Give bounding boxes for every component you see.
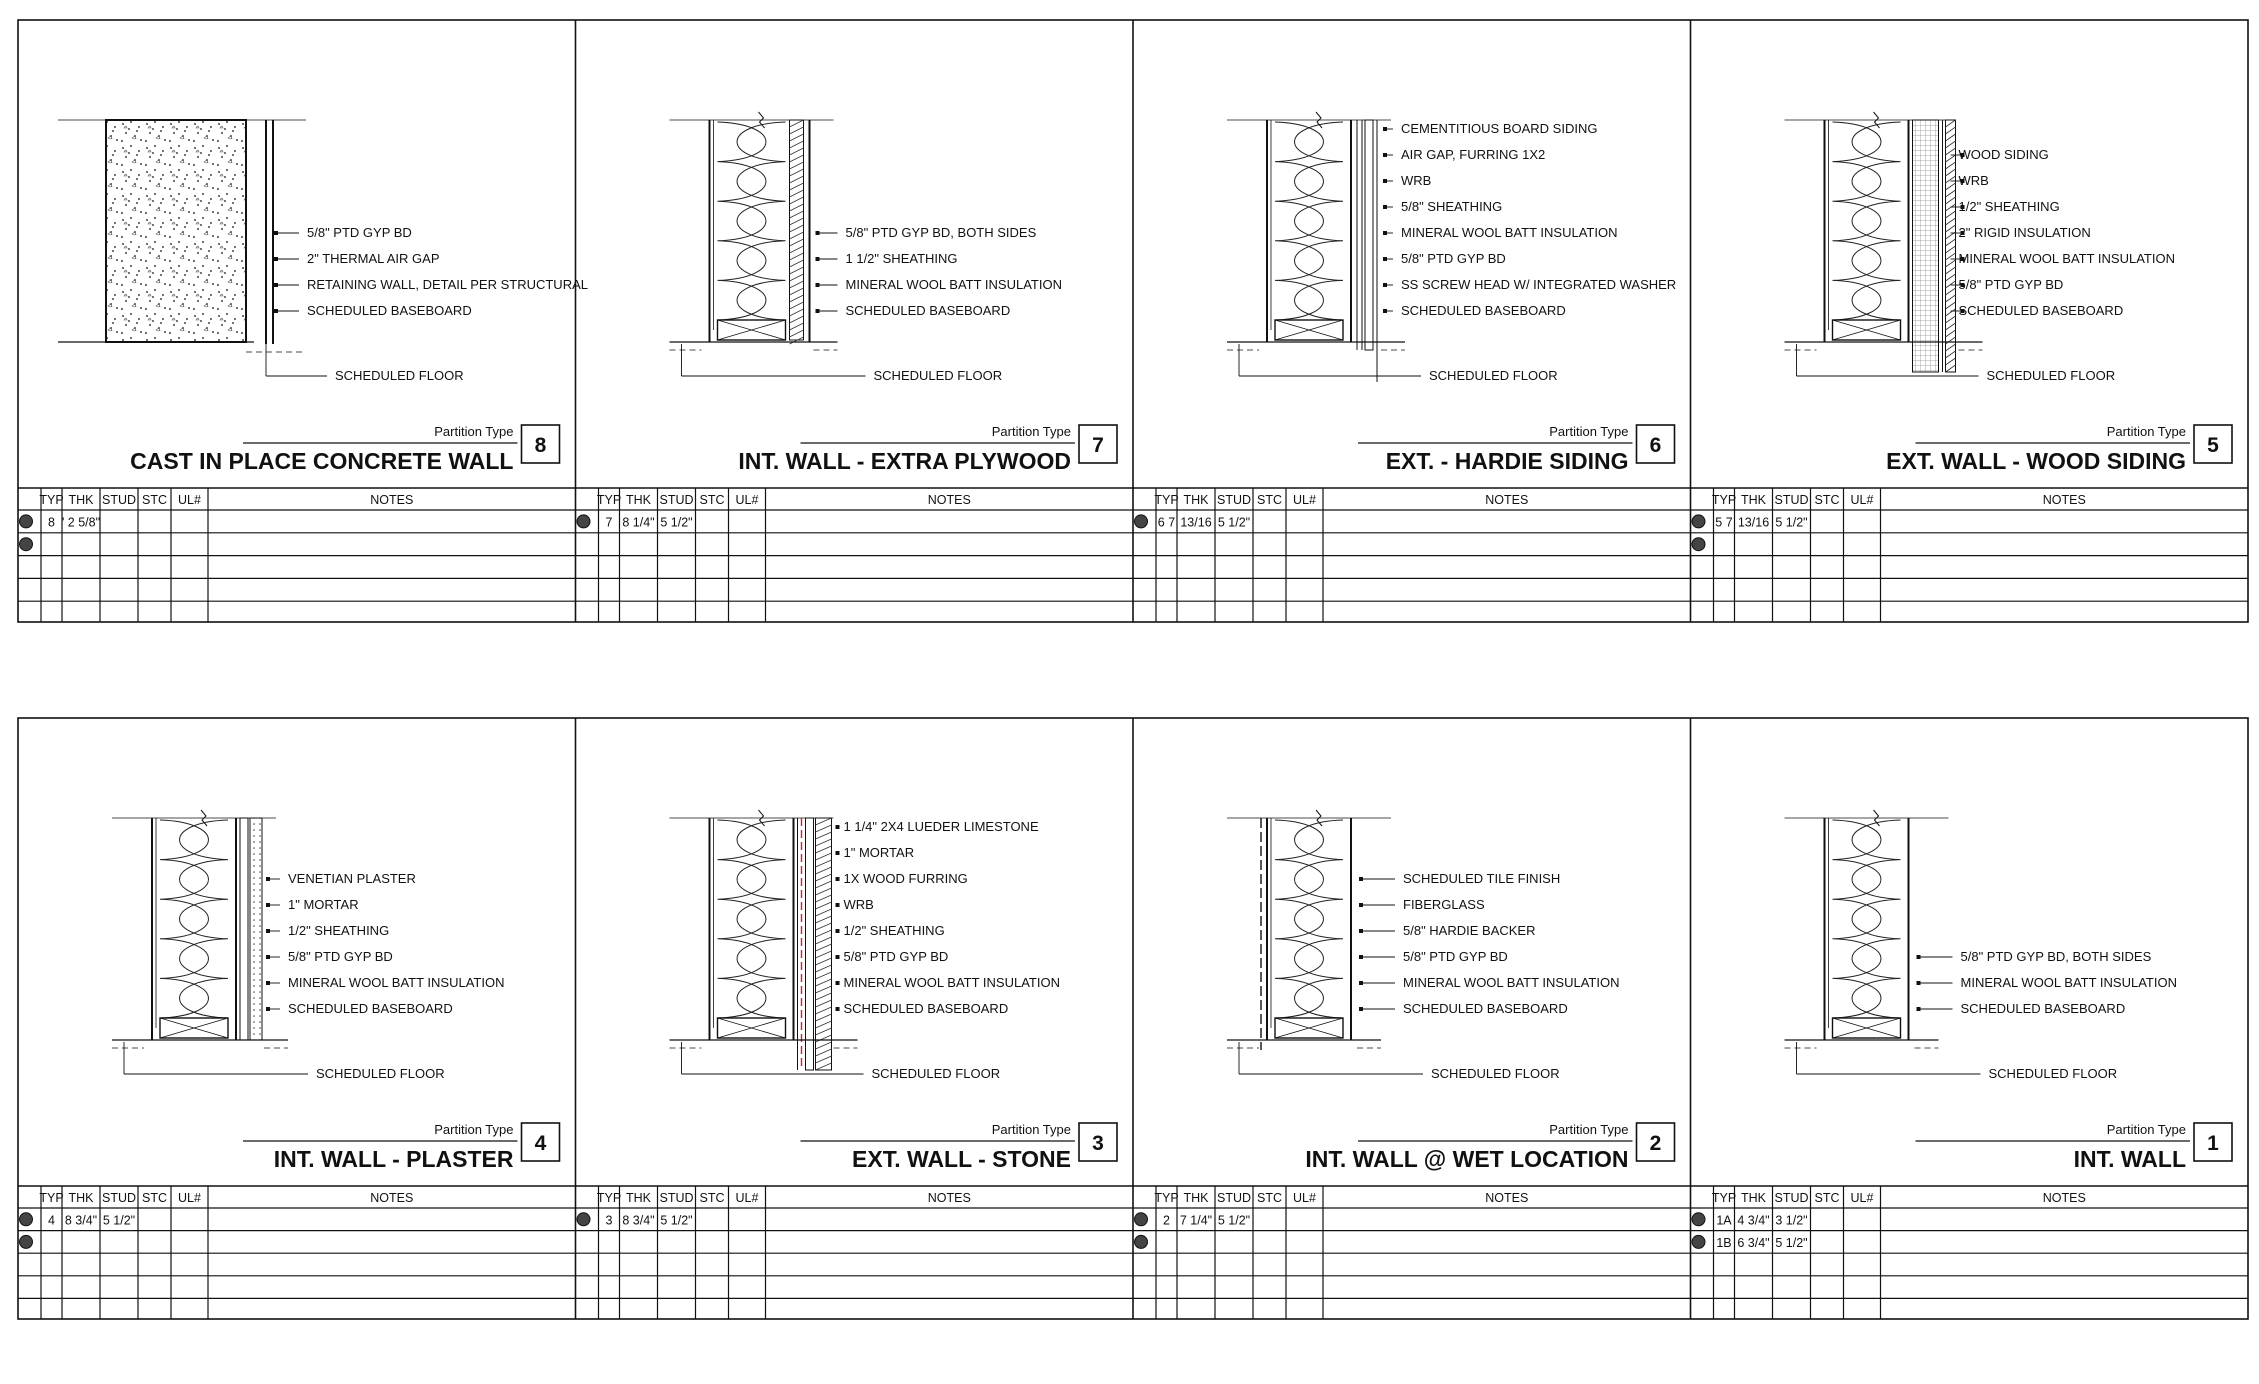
table-cell: 4 (48, 1213, 55, 1228)
leader-tick (1359, 981, 1363, 985)
callout-label: 1" MORTAR (843, 845, 915, 860)
row-bullet (1692, 1213, 1705, 1226)
partition-number: 7 (1092, 434, 1104, 457)
table-header-cell: STC (1257, 493, 1282, 507)
rigid-insulation (1913, 120, 1939, 372)
table-cell: 6 7 (1157, 515, 1176, 530)
mortar (250, 818, 262, 1040)
panel-title: EXT. WALL - STONE (852, 1146, 1071, 1172)
callout-label: WRB (1958, 173, 1989, 188)
table-cell: 5 1/2" (102, 1213, 136, 1228)
leader-tick (836, 981, 840, 985)
leader-tick (1917, 981, 1921, 985)
table-cell: 5 1/2" (1775, 1235, 1808, 1250)
floor-label: SCHEDULED FLOOR (1431, 1066, 1560, 1081)
panel-title: EXT. WALL - WOOD SIDING (1886, 448, 2186, 474)
wood-furring (806, 818, 814, 1070)
table-header-cell: NOTES (927, 1191, 971, 1205)
partition-type-label: Partition Type (991, 424, 1071, 439)
table-header-cell: STC (1257, 1191, 1282, 1205)
leader-tick (266, 955, 270, 959)
batt-insulation (1275, 122, 1343, 320)
table-header-cell: NOTES (370, 1191, 414, 1205)
partition-panel-8 (18, 120, 588, 622)
row-bullet (1692, 538, 1705, 551)
leader-tick (1359, 1007, 1363, 1011)
table-header-cell: THK (1183, 1191, 1209, 1205)
table-cell: 8 3/4" (622, 1213, 655, 1228)
floor-label: SCHEDULED FLOOR (316, 1066, 445, 1081)
table-header-cell: NOTES (370, 493, 414, 507)
leader-tick (274, 309, 278, 313)
table-header-cell: STUD (1774, 493, 1809, 507)
row-bullet (577, 1213, 590, 1226)
partition-panel-2 (1133, 718, 1691, 1319)
leader-tick (816, 257, 820, 261)
floor-label: SCHEDULED FLOOR (873, 368, 1003, 383)
table-header-cell: TYP (596, 493, 622, 507)
table-header-cell: UL# (1293, 1191, 1316, 1205)
table-header-cell: TYP (1154, 493, 1179, 507)
leader-tick (1359, 929, 1363, 933)
callout-label: 5/8" SHEATHING (1401, 199, 1503, 214)
batt-insulation (1833, 820, 1901, 1018)
partition-panel-5 (1691, 20, 2249, 622)
floor-label: SCHEDULED FLOOR (871, 1066, 1001, 1081)
partition-number: 2 (1649, 1132, 1662, 1155)
wood-siding (1946, 120, 1956, 372)
panel-title: INT. WALL - PLASTER (273, 1146, 514, 1172)
leader-tick (1383, 127, 1387, 131)
table-header-cell: THK (68, 1191, 94, 1205)
table-header-cell: UL# (1850, 1191, 1874, 1205)
table-header-cell: STC (699, 1191, 725, 1205)
table-cell: 5 1/2" (1775, 515, 1808, 530)
table-header-cell: THK (626, 493, 651, 507)
leader-tick (1359, 903, 1363, 907)
table-cell: 5 7 (1715, 515, 1733, 530)
table-cell: 1B (1716, 1235, 1732, 1250)
partition-type-label: Partition Type (2106, 1122, 2186, 1137)
callout-label: MINERAL WOOL BATT INSULATION (843, 975, 1060, 990)
table-header-cell: THK (1741, 1191, 1766, 1205)
leader-tick (836, 903, 840, 907)
floor-label: SCHEDULED FLOOR (335, 368, 464, 383)
table-header-cell: STC (142, 493, 167, 507)
callout-label: 5/8" PTD GYP BD (843, 949, 949, 964)
table-cell: 4 3/4" (1737, 1213, 1770, 1228)
material-hatch (790, 120, 804, 344)
partition-panel-4 (18, 810, 576, 1319)
leader-tick (266, 903, 270, 907)
table-cell: 3 1/2" (1775, 1213, 1808, 1228)
table-header-cell: NOTES (1485, 493, 1529, 507)
callout-label: 1" MORTAR (288, 897, 359, 912)
table-header-cell: STC (142, 1191, 167, 1205)
callout-label: VENETIAN PLASTER (288, 871, 416, 886)
table-header-cell: NOTES (1485, 1191, 1529, 1205)
callout-label: RETAINING WALL, DETAIL PER STRUCTURAL (307, 277, 588, 292)
floor-label: SCHEDULED FLOOR (1429, 368, 1558, 383)
panel-title: INT. WALL (2073, 1146, 2186, 1172)
table-cell: 1A (1716, 1213, 1732, 1228)
callout-label: SCHEDULED BASEBOARD (1960, 1001, 2126, 1016)
table-cell: 7 1/4" (1179, 1213, 1213, 1228)
table-cell: 7 (605, 515, 613, 530)
callout-label: 1X WOOD FURRING (843, 871, 968, 886)
leader-tick (836, 929, 840, 933)
table-cell: 13/16 (1180, 515, 1212, 530)
partition-number: 4 (534, 1132, 547, 1155)
table-header-cell: TYP (1711, 493, 1737, 507)
callout-label: SCHEDULED BASEBOARD (1401, 303, 1566, 318)
partition-type-label: Partition Type (1549, 424, 1629, 439)
limestone (816, 818, 832, 1070)
row-bullet (20, 515, 33, 528)
callout-label: FIBERGLASS (1403, 897, 1485, 912)
table-header-cell: UL# (735, 493, 759, 507)
row-bullet (1135, 515, 1148, 528)
table-header-cell: STUD (659, 1191, 694, 1205)
leader-tick (816, 309, 820, 313)
leader-tick (1383, 231, 1387, 235)
callout-label: 5/8" PTD GYP BD (1401, 251, 1506, 266)
batt-insulation (718, 122, 786, 320)
leader-tick (266, 929, 270, 933)
callout-label: WRB (1401, 173, 1432, 188)
floor-label: SCHEDULED FLOOR (1988, 1066, 2118, 1081)
table-cell: 5 1/2" (660, 515, 693, 530)
table-header-cell: STUD (1774, 1191, 1809, 1205)
callout-label: 5/8" PTD GYP BD (1403, 949, 1508, 964)
table-cell: 3 (605, 1213, 613, 1228)
leader-tick (274, 231, 278, 235)
leader-tick (266, 981, 270, 985)
table-header-cell: UL# (178, 493, 201, 507)
partition-number: 6 (1649, 434, 1662, 457)
table-cell: 5 1/2" (1217, 1213, 1251, 1228)
plywood-sheathing (790, 120, 804, 340)
partition-panel-1 (1691, 718, 2249, 1319)
partition-panel-7 (576, 20, 1134, 622)
panel-title: CAST IN PLACE CONCRETE WALL (130, 448, 514, 474)
table-header-cell: THK (1741, 493, 1766, 507)
table-header-cell: TYP (596, 1191, 622, 1205)
table-cell: ' 2 5/8" (61, 515, 101, 530)
callout-label: CEMENTITIOUS BOARD SIDING (1401, 121, 1598, 136)
panel-title: EXT. - HARDIE SIDING (1385, 448, 1629, 474)
leader-tick (836, 1007, 840, 1011)
callout-label: MINERAL WOOL BATT INSULATION (1958, 251, 2175, 266)
partition-type-label: Partition Type (991, 1122, 1071, 1137)
table-cell: 2 (1163, 1213, 1170, 1228)
table-header-cell: UL# (1293, 493, 1316, 507)
callout-label: SCHEDULED TILE FINISH (1403, 871, 1561, 886)
callout-label: 1 1/2" SHEATHING (845, 251, 958, 266)
callout-label: 1 1/4" 2X4 LUEDER LIMESTONE (843, 819, 1039, 834)
leader-tick (266, 877, 270, 881)
callout-label: SCHEDULED BASEBOARD (307, 303, 472, 318)
callout-label: MINERAL WOOL BATT INSULATION (1401, 225, 1618, 240)
leader-tick (1383, 205, 1387, 209)
table-header-cell: STUD (659, 493, 694, 507)
table-header-cell: TYP (39, 1191, 64, 1205)
callout-label: MINERAL WOOL BATT INSULATION (1403, 975, 1620, 990)
table-cell: 13/16 (1737, 515, 1770, 530)
leader-tick (274, 283, 278, 287)
leader-tick (1359, 955, 1363, 959)
partition-type-label: Partition Type (1549, 1122, 1629, 1137)
partition-type-label: Partition Type (434, 424, 514, 439)
panel-title: INT. WALL - EXTRA PLYWOOD (738, 448, 1071, 474)
row-bullet (1135, 1213, 1148, 1226)
batt-insulation (1833, 122, 1901, 320)
row-bullet (1135, 1235, 1148, 1248)
leader-tick (1917, 1007, 1921, 1011)
table-header-cell: STUD (101, 493, 137, 507)
table-cell: 8 3/4" (64, 1213, 98, 1228)
material-hatch (1946, 120, 1956, 372)
table-header-cell: UL# (1850, 493, 1874, 507)
table-header-cell: STC (699, 493, 725, 507)
row-bullet (20, 1235, 33, 1248)
callout-label: 2" RIGID INSULATION (1958, 225, 2091, 240)
table-header-cell: STUD (1216, 493, 1252, 507)
furring (1365, 120, 1373, 350)
table-cell: 6 3/4" (1737, 1235, 1770, 1250)
leader-tick (274, 257, 278, 261)
callout-label: SCHEDULED BASEBOARD (1958, 303, 2124, 318)
callout-label: SS SCREW HEAD W/ INTEGRATED WASHER (1401, 277, 1677, 292)
leader-tick (836, 955, 840, 959)
partition-type-label: Partition Type (434, 1122, 514, 1137)
callout-label: SCHEDULED BASEBOARD (1403, 1001, 1568, 1016)
row-bullet (1692, 1235, 1705, 1248)
callout-label: 5/8" PTD GYP BD, BOTH SIDES (845, 225, 1037, 240)
callout-label: 5/8" PTD GYP BD (307, 225, 412, 240)
table-header-cell: STUD (1216, 1191, 1252, 1205)
callout-label: 1/2" SHEATHING (843, 923, 945, 938)
leader-tick (1359, 877, 1363, 881)
table-header-cell: STUD (101, 1191, 137, 1205)
partition-number: 5 (2207, 434, 2219, 457)
row-bullet (20, 538, 33, 551)
batt-insulation (1275, 820, 1343, 1018)
floor-label: SCHEDULED FLOOR (1986, 368, 2116, 383)
table-header-cell: THK (68, 493, 94, 507)
leader-tick (1917, 955, 1921, 959)
panel-title: INT. WALL @ WET LOCATION (1305, 1146, 1629, 1172)
table-cell: 8 (48, 515, 55, 530)
callout-label: SCHEDULED BASEBOARD (845, 303, 1011, 318)
leader-tick (1383, 179, 1387, 183)
partition-number: 1 (2207, 1132, 2219, 1155)
callout-label: 1/2" SHEATHING (288, 923, 390, 938)
table-header-cell: THK (626, 1191, 651, 1205)
callout-label: SCHEDULED BASEBOARD (288, 1001, 453, 1016)
callout-label: SCHEDULED BASEBOARD (843, 1001, 1009, 1016)
leader-tick (266, 1007, 270, 1011)
batt-insulation (718, 820, 786, 1018)
concrete-wall (106, 120, 246, 342)
batt-insulation (160, 820, 228, 1018)
callout-label: 5/8" PTD GYP BD (288, 949, 393, 964)
table-header-cell: UL# (735, 1191, 759, 1205)
callout-label: 5/8" PTD GYP BD (1958, 277, 2064, 292)
callout-label: MINERAL WOOL BATT INSULATION (1960, 975, 2177, 990)
sheathing (240, 818, 248, 1040)
table-header-cell: NOTES (2042, 493, 2086, 507)
table-header-cell: STC (1814, 493, 1840, 507)
partition-number: 3 (1092, 1132, 1104, 1155)
partition-number: 8 (534, 434, 547, 457)
table-header-cell: THK (1183, 493, 1209, 507)
table-header-cell: TYP (1711, 1191, 1737, 1205)
callout-label: AIR GAP, FURRING 1X2 (1401, 147, 1546, 162)
callout-label: WRB (843, 897, 874, 912)
leader-tick (1383, 283, 1387, 287)
leader-tick (816, 231, 820, 235)
callout-label: 2" THERMAL AIR GAP (307, 251, 440, 266)
partition-panel-3 (576, 718, 1134, 1319)
table-header-cell: UL# (178, 1191, 201, 1205)
table-cell: 5 1/2" (660, 1213, 693, 1228)
leader-tick (836, 851, 840, 855)
callout-label: 5/8" HARDIE BACKER (1403, 923, 1536, 938)
callout-label: MINERAL WOOL BATT INSULATION (845, 277, 1062, 292)
partition-panel-6 (1133, 20, 1691, 622)
table-cell: 8 1/4" (622, 515, 655, 530)
row-bullet (1692, 515, 1705, 528)
leader-tick (1383, 257, 1387, 261)
callout-label: WOOD SIDING (1958, 147, 2049, 162)
leader-tick (1383, 153, 1387, 157)
row-bullet (20, 1213, 33, 1226)
table-cell: 5 1/2" (1217, 515, 1251, 530)
material-hatch (816, 818, 832, 1070)
leader-tick (1383, 309, 1387, 313)
table-header-cell: TYP (39, 493, 64, 507)
callout-label: 5/8" PTD GYP BD, BOTH SIDES (1960, 949, 2152, 964)
partition-type-label: Partition Type (2106, 424, 2186, 439)
callout-label: MINERAL WOOL BATT INSULATION (288, 975, 505, 990)
table-header-cell: STC (1814, 1191, 1840, 1205)
table-header-cell: TYP (1154, 1191, 1179, 1205)
table-header-cell: NOTES (927, 493, 971, 507)
leader-tick (836, 877, 840, 881)
leader-tick (816, 283, 820, 287)
table-header-cell: NOTES (2042, 1191, 2086, 1205)
leader-tick (836, 825, 840, 829)
row-bullet (577, 515, 590, 528)
callout-label: 1/2" SHEATHING (1958, 199, 2060, 214)
